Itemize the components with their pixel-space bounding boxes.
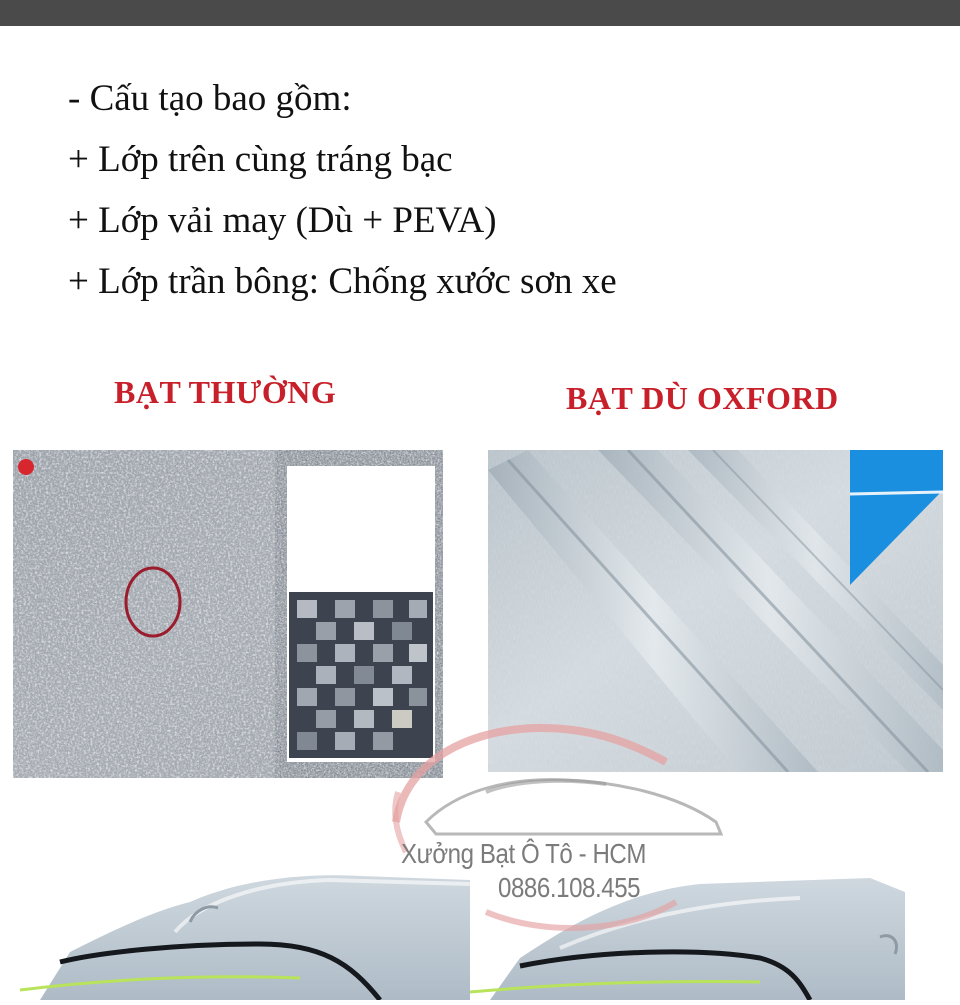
regular-cover-texture-image: [13, 450, 443, 778]
red-dot-mark: [18, 459, 34, 475]
description-block: [68, 68, 928, 312]
car-cover-left: [20, 875, 470, 1000]
description-line: + Lớp trần bông: Chống xước sơn xe: [68, 261, 617, 302]
description-line: - Cấu tạo bao gồm:: [68, 78, 352, 119]
oxford-cover-texture-image: [488, 450, 943, 772]
description-line: + Lớp vải may (Dù + PEVA): [68, 200, 497, 241]
watermark-phone: 0886.108.455: [498, 872, 641, 903]
oxford-cover-label: BẠT DÙ OXFORD: [566, 380, 839, 416]
top-bar: [0, 0, 960, 26]
inset-closeup-texture: [289, 592, 433, 758]
description-line: + Lớp trên cùng tráng bạc: [68, 139, 453, 180]
watermark-shop-name: Xưởng Bạt Ô Tô - HCM: [401, 838, 647, 869]
car-cover-images: [0, 862, 960, 1000]
regular-cover-label: BẠT THƯỜNG: [114, 374, 337, 410]
